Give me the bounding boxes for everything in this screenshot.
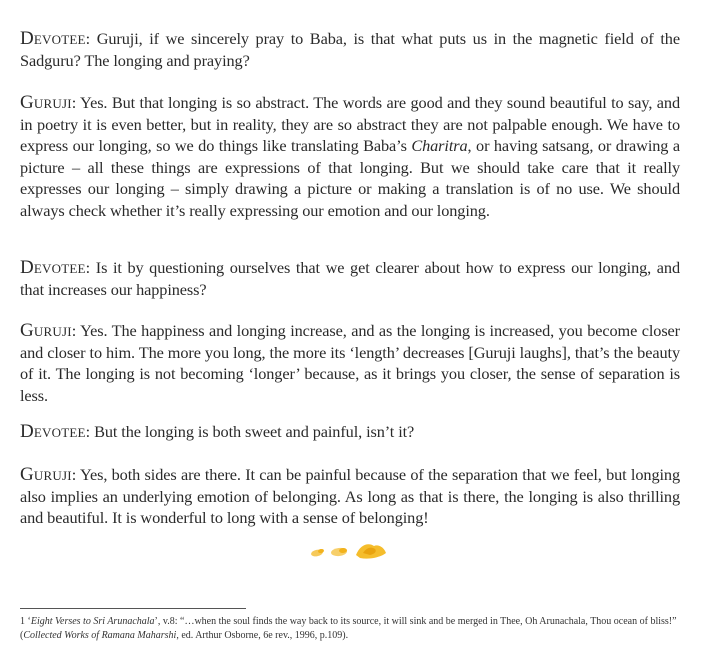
guruji-paragraph: Guruji: Yes. The happiness and longing increase, and as the longing is increased, you become closer and closer to him. The more you long, the more its ‘length’ decreases [Guruji laughs], that’s the beauty of it. The longing is not becoming ‘longer’ because, as it brings you closer, the sense of separation is less. [20,320,681,405]
footnote: 1 ‘Eight Verses to Sri Arunachala’, v.8: “…when the soul finds the way back to its source, it will sink and be merged in Thee, Oh Arunachala, Thou ocean of bliss!” (Collected Works of Ramana Maharshi, ed. Arthur Osborne, 6e rev., 1996, p.109). [20,616,677,641]
footnote-divider [20,608,246,609]
guruji-paragraph: Guruji: Yes, both sides are there. It can be painful because of the separation that we feel, but longing also implies an underlying emotion of belonging. As long as that is there, the longing is also thrilling and beautiful. It is wonderful to long with a sense of belonging! [20,464,680,527]
paragraph-text: Is it by questioning ourselves that we get clearer about how to express our longing, and that increases our happiness? [20,258,680,299]
speaker-name: Guruji [20,320,72,341]
devotee-paragraph: Devotee: Is it by questioning ourselves that we get clearer about how to express our longing, and that increases our happiness? [20,257,680,299]
paragraph-text: Guruji, if we sincerely pray to Baba, is that what puts us in the magnetic field of the Sadguru? The longing and praying? [20,29,680,70]
paragraph-text: , or having satsang, or drawing a picture – all these things are expressions of that longing. But we should take care that it really expresses our longing – simply drawing a picture or making a translation is of no use. We should always check whether it’s really expressing our emotion and our longing. [20,136,680,220]
devotee-paragraph: Devotee: Guruji, if we sincerely pray to Baba, is that what puts us in the magnetic field of the Sadguru? The longing and praying? [20,28,680,70]
charitra-title: Charitra [411,136,468,155]
footnote-title: Collected Works of Ramana Maharshi [23,630,177,641]
paragraph-text: Yes. But that longing is so abstract. The words are good and they sound beautiful to say, and in poetry it is even better, but in reality, they are so abstract they are not palpable enough. We have to express our longing, so we do things like translating Baba’s [20,93,680,155]
speaker-name: Guruji [20,464,72,485]
speaker-name: Devotee [20,421,86,442]
footnote-number: 1 [20,616,25,627]
gold-petal-ornament-icon [308,541,388,563]
speaker-name: Devotee [20,28,86,49]
speaker-name: Devotee [20,257,86,278]
footnote-title: Eight Verses to Sri Arunachala [30,616,155,627]
paragraph-text: Yes, both sides are there. It can be painful because of the separation that we feel, but longing also implies an underlying emotion of belonging. As long as that is there, the longing is also thrilling and beautiful. It is wonderful to long with a sense of belonging! [20,465,680,527]
paragraph-text: Yes. The happiness and longing increase, and as the longing is increased, you become closer and closer to him. The more you long, the more its ‘length’ decreases [Guruji laughs], that’s the beauty of it. The longing is not becoming ‘longer’ because, as it brings you closer, the sense of separation is less. [20,321,681,405]
footnote-text: ’, v.8: “…when the soul finds the way back to its source, it will sink and be merged in Thee, Oh Arunachala, Thou ocean of bliss!” ( [20,616,677,641]
devotee-paragraph: Devotee: But the longing is both sweet and painful, isn’t it? [20,421,415,442]
paragraph-text: But the longing is both sweet and painful, isn’t it? [94,422,415,441]
footnote-text: , ed. Arthur Osborne, 6e rev., 1996, p.109). [176,630,349,641]
guruji-paragraph: Guruji: Yes. But that longing is so abstract. The words are good and they sound beautiful to say, and in poetry it is even better, but in reality, they are so abstract they are not palpable enough. We have to express our longing, so we do things like translating Baba’s Charitra, or having satsang, or drawing a picture – all these things are expressions of that longing. But we should take care that it really expresses our longing – simply drawing a picture or making a translation is of no use. We should always check whether it’s really expressing our emotion and our longing. [20,92,680,220]
speaker-name: Guruji [20,92,72,113]
